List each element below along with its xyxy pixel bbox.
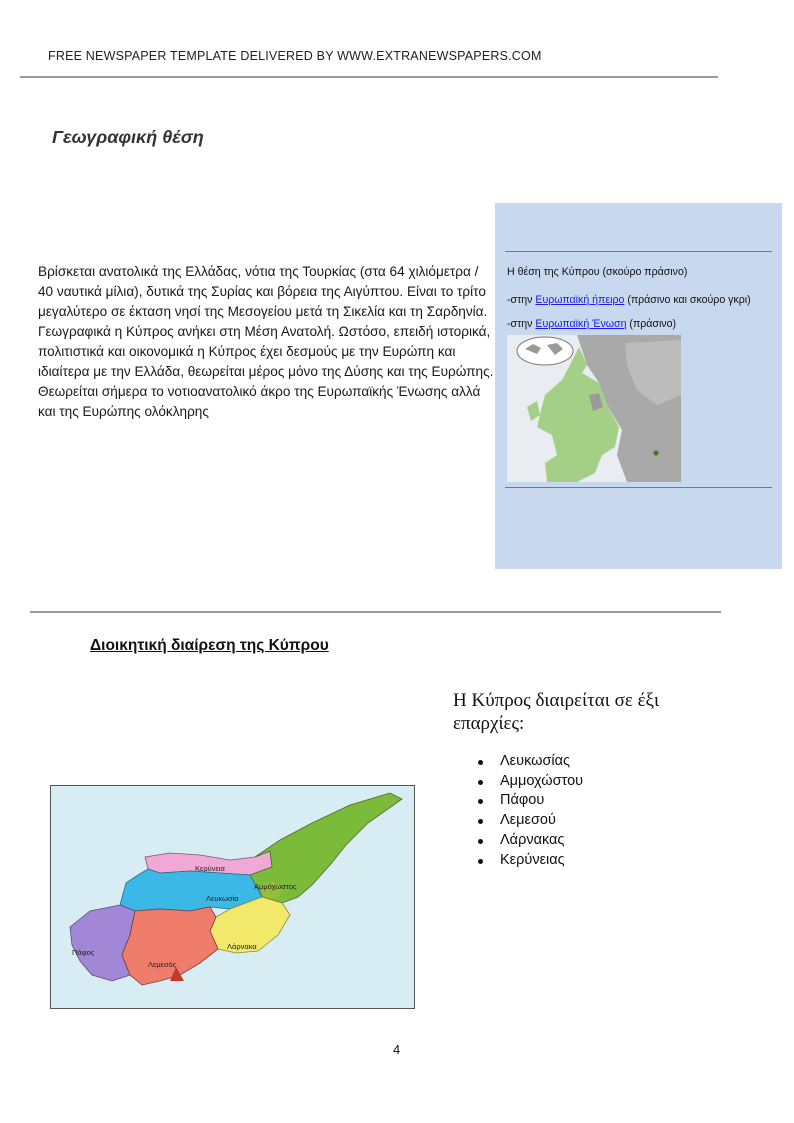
list-item: Κερύνειας: [472, 851, 583, 871]
list-item: Λευκωσίας: [472, 752, 583, 772]
sidebar-row-europe: [507, 294, 751, 306]
sidebar-top-rule: [505, 251, 772, 252]
geography-paragraph: Βρίσκεται ανατολικά της Ελλάδας, νότια της Τουρκίας (στα 64 χιλιόμετρα / 40 ναυτικά μίλια), δυτικά της Συρίας και βόρεια της Αιγύπτου. Είναι το τρίτο μεγαλύτερο σε έκταση νησί της Μεσογείου μετά τη Σικελία και τη Σαρδηνία. Γεωγραφικά η Κύπρος ανήκει στη Μέση Ανατολή. Ωστόσο, επειδή ιστορικά, πολιτιστικά και οικονομικά η Κύπρος έχει δεσμούς με την Ευρώπη και ιδιαίτερα με την Ελλάδα, θεωρείται μέρος μόνο της Δύσης και της Ευρώπης. Θεωρείται σήμερα το νοτιοανατολικό άκρο της Ευρωπαϊκής Ένωσης αλλά και της Ευρώπης ολόκληρης: [38, 264, 494, 419]
map-label-larnaca: Λάρνακα: [227, 942, 257, 951]
list-item: Πάφου: [472, 791, 583, 811]
list-item: Λάρνακας: [472, 831, 583, 851]
map-label-nicosia: Λευκωσία: [206, 894, 239, 903]
section-title-geography: Γεωγραφική θέση: [52, 127, 204, 147]
cyprus-districts-map: [50, 785, 415, 1009]
sidebar-box: [495, 203, 782, 569]
sidebar-row-prefix: -στην: [507, 318, 536, 330]
map-label-limassol: Λεμεσός: [148, 960, 177, 969]
header-text: FREE NEWSPAPER TEMPLATE DELIVERED BY WWW.EXTRANEWSPAPERS.COM: [48, 49, 542, 63]
districts-intro: Η Κύπρος διαιρείται σε έξι επαρχίες:: [453, 690, 660, 734]
map-label-kyrenia: Κερύνεια: [195, 864, 225, 873]
list-item: Λεμεσού: [472, 811, 583, 831]
link-european-continent[interactable]: Ευρωπαϊκή ήπειρο: [535, 294, 625, 306]
section-divider: [30, 611, 721, 613]
header-divider: [20, 76, 718, 78]
europe-locator-map: [507, 335, 681, 482]
sidebar-row-suffix: (πράσινο και σκούρο γκρι): [624, 294, 751, 306]
map-label-famagusta: Αμμόχωστος: [254, 882, 297, 891]
sidebar-bottom-rule: [505, 487, 772, 488]
section-title-administrative: Διοικητική διαίρεση της Κύπρου: [90, 637, 329, 654]
sidebar-row-prefix: -στην: [507, 294, 536, 306]
link-european-union[interactable]: Ευρωπαϊκή Ένωση: [535, 318, 627, 330]
list-item: Αμμοχώστου: [472, 772, 583, 792]
sidebar-caption: Η θέση της Κύπρου (σκούρο πράσινο): [507, 266, 688, 278]
districts-list: [472, 752, 583, 870]
sidebar-row-suffix: (πράσινο): [626, 318, 677, 330]
map-label-paphos: Πάφος: [72, 948, 95, 957]
sidebar-row-eu: [507, 318, 676, 330]
page-number: 4: [393, 1042, 401, 1057]
